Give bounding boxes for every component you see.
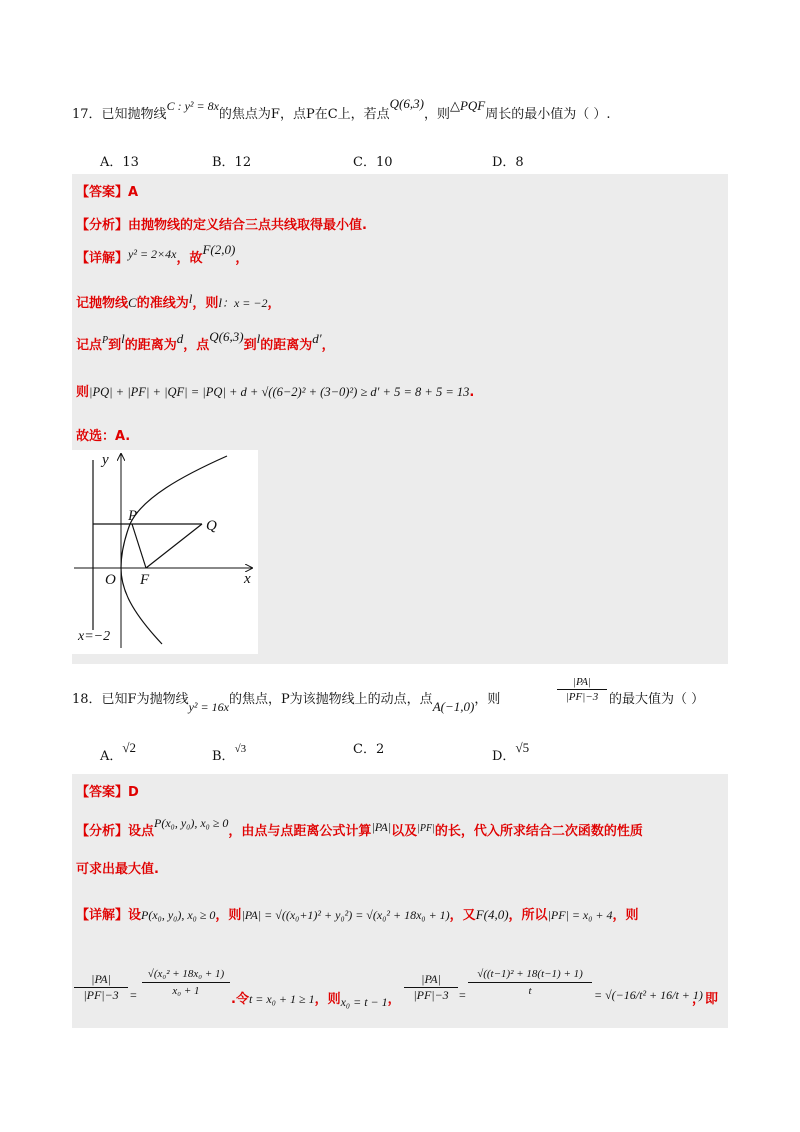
answer-line: 【答案】A <box>76 185 139 200</box>
analysis-line-2: 可求出最大值. <box>76 862 159 877</box>
detail-line-3: 记点$^P$到l的距离为d，点Q(6,3)到l的距离为d′， <box>76 329 335 353</box>
label-origin: O <box>105 572 116 588</box>
label-p: P <box>128 508 138 524</box>
equals-sign: = <box>130 988 137 1002</box>
fraction-pa-pf: |PA| |PF|−3 <box>557 676 607 703</box>
equals-sign: = <box>459 988 466 1002</box>
option-c: C．10 <box>353 155 393 170</box>
math-expression: Q(6,3) <box>389 96 424 111</box>
line-end: ，即 <box>692 992 719 1007</box>
frac-pa-pf-2: |PA| |PF|−3 <box>404 972 458 1003</box>
answer-line: 【答案】D <box>76 785 139 800</box>
parabola-diagram <box>72 450 258 654</box>
frac-sqrt-2: √((t−1)² + 18(t−1) + 1) t <box>468 968 592 997</box>
question-17: 17．已知抛物线C : y² = 8x的焦点为F，点P在C上，若点Q(6,3)，则△PQF周长的最小值为（ ）. <box>72 96 611 122</box>
frac-sqrt-1: √(x₀² + 18x₀ + 1) x₀ + 1 <box>142 968 230 997</box>
let-t-line: .令t = x₀ + 1 ≥ 1，则x₀ = t − 1， <box>231 992 401 1009</box>
label-directrix: x=−2 <box>78 629 111 644</box>
option-d: D．√5 <box>492 740 530 764</box>
detail-line-2: 记抛物线C的准线为l，则l：x = −2， <box>76 291 281 311</box>
math-expression: △PQF <box>449 98 486 113</box>
math-expression: C : y² = 8x <box>166 99 219 113</box>
detail-line-1: 【详解】y² = 2×4x，故F(2,0)， <box>76 242 249 266</box>
parabola-figure <box>72 450 258 654</box>
option-b: B．√3 <box>212 743 247 764</box>
option-d: D．8 <box>492 155 524 170</box>
label-focus: F <box>140 572 150 588</box>
question-number: 18． <box>72 692 102 707</box>
detail-line-4: 则|PQ| + |PF| + |QF| = |PQ| + d + √((6−2)² + (3−0)²) ≥ d′ + 5 = 8 + 5 = 13. <box>76 385 475 400</box>
question-18-tail: 的最大值为（ ） <box>609 692 705 707</box>
question-number: 17． <box>72 107 102 122</box>
question-18: 18．已知F为抛物线y² = 16x的焦点，P为该抛物线上的动点，点A(−1,0)，则 <box>72 692 501 714</box>
detail-line-1: 【详解】设P(x₀, y₀), x₀ ≥ 0，则|PA| = √((x₀+1)² + y₀²) = √(x₀² + 18x₀ + 1)，又F(4,0)，所以|PF| = x₀ + 4，则 <box>76 907 639 923</box>
label-x: x <box>244 571 251 587</box>
math-expression: A(−1,0) <box>432 699 475 714</box>
math-expression: y² = 16x <box>188 700 229 714</box>
choose-line: 故选：A. <box>76 429 131 444</box>
analysis-line-1: 【分析】设点P(x₀, y₀), x₀ ≥ 0，由点与点距离公式计算|PA|以及$^{|PF|}$的长，代入所求结合二次函数的性质 <box>76 816 643 839</box>
pf-segment <box>132 524 146 568</box>
label-q: Q <box>206 518 217 534</box>
analysis-line: 【分析】由抛物线的定义结合三点共线取得最小值. <box>76 218 367 233</box>
qf-segment <box>146 524 202 568</box>
option-a: A．13 <box>100 155 139 170</box>
frac-pa-pf-1: |PA| |PF|−3 <box>74 972 128 1003</box>
label-y: y <box>102 452 109 468</box>
parabola-curve <box>121 456 227 644</box>
option-c: C．2 <box>353 742 385 757</box>
sqrt-expression: = √(−16/t² + 16/t + 1) <box>594 988 703 1002</box>
option-b: B．12 <box>212 155 252 170</box>
option-a: A．√2 <box>100 740 137 764</box>
